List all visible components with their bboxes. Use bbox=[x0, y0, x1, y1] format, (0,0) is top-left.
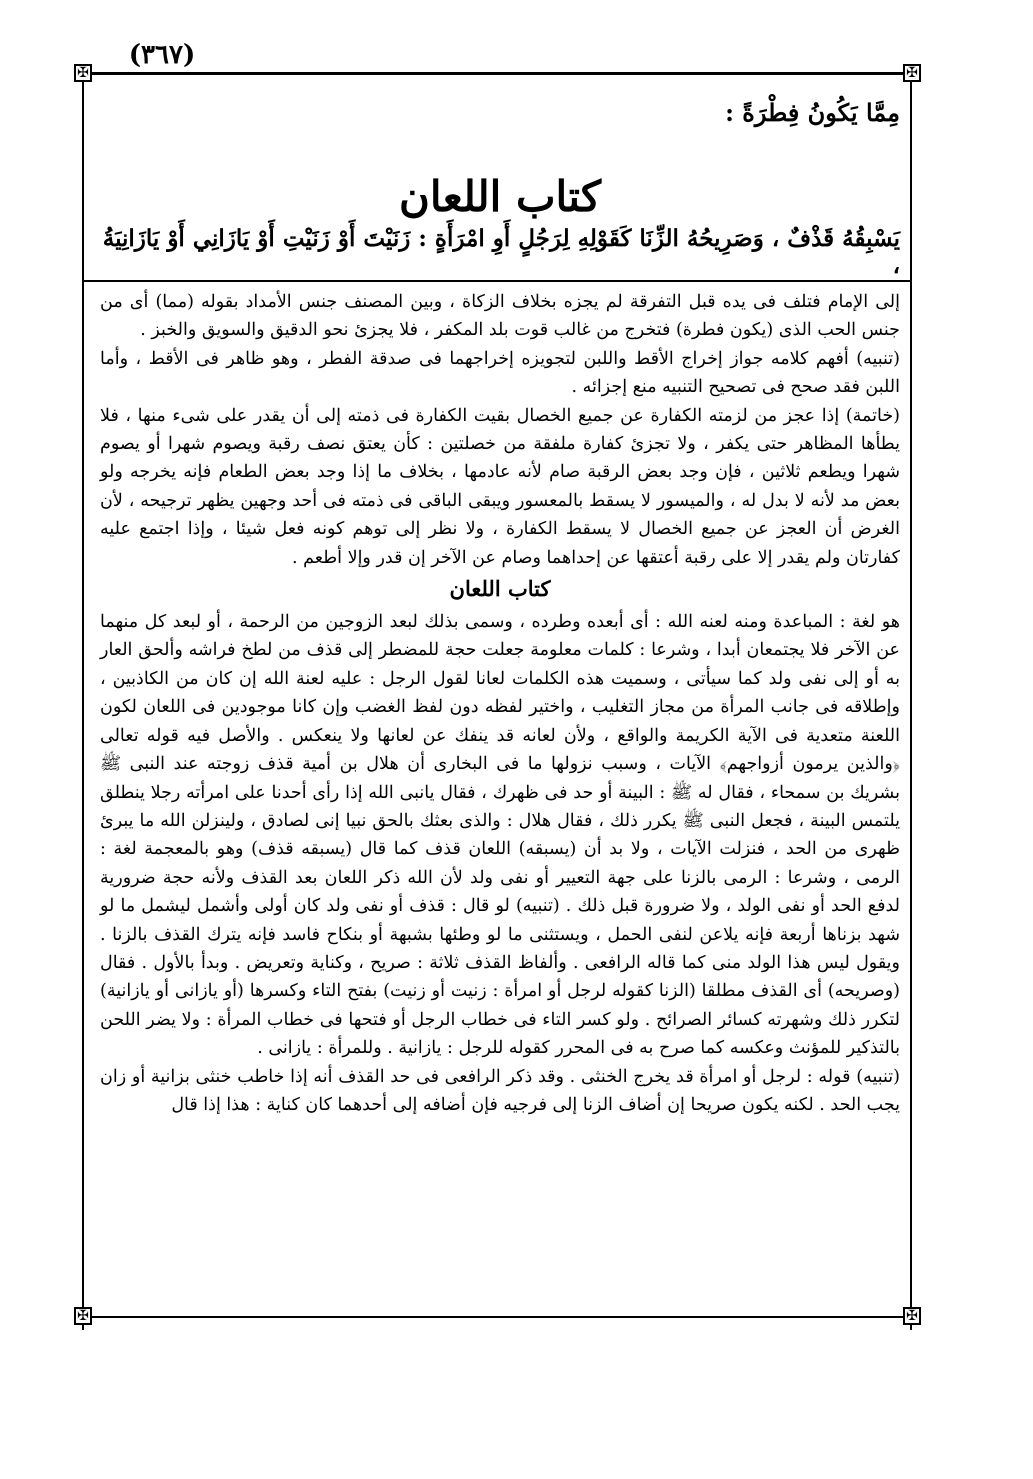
corner-ornament-icon: ✠ bbox=[903, 64, 921, 82]
commentary-paragraph: (تنبيه) أفهم كلامه جواز إخراج الأقط واللبن لتجويزه إخراجهما فى صدقة الفطر ، وهو ظاهر فى الأقط ، وأما اللبن فقد صحح فى تصحيح التنبيه منع إجزائه . bbox=[100, 348, 900, 398]
matn-first-line: مِمَّا يَكُونُ فِطْرَةً : bbox=[725, 98, 900, 127]
bottom-rule bbox=[82, 1316, 912, 1318]
matn-sharh-divider bbox=[82, 280, 912, 282]
commentary-paragraph: إلى الإمام فتلف فى يده قبل التفرقة لم يجزه بخلاف الزكاة ، وبين المصنف جنس الأمداد بقوله (مما) أى من جنس الحب الذى (يكون فطرة) فتخرج من غالب قوت بلد المكفر ، فلا يجزئ نحو الدقيق والسويق والخبز . bbox=[100, 292, 900, 341]
corner-ornament-icon: ✠ bbox=[903, 1307, 921, 1325]
commentary-paragraph: هو لغة : المباعدة ومنه لعنه الله : أى أبعده وطرده ، وسمى بذلك لبعد الزوجين من الرحمة ، أو لبعد كل منهما عن الآخر فلا يجتمعان أبدا ، وشرعا : كلمات معلومة جعلت حجة للمضطر إلى قذف من لطخ فراشه وألحق العار به أو إلى نفى ولد كما سيأتى ، وسميت هذه الكلمات لعانا لقول الرجل : عليه لعنة الله إن كان من الكاذبين ، وإطلاقه فى جانب المرأة من مجاز التغليب ، واختير لفظه دون لفظ الغضب وإن كانا موجودين فى اللعان لكون اللعنة متعدية فى الآية الكريمة والواقع ، ولأن لعانه قد ينفك عن لعانها ولا ينعكس . والأصل فيه قوله تعالى ﴿والذين يرمون أزواجهم﴾ الآيات ، وسبب نزولها ما فى البخارى أن هلال بن أمية قذف زوجته عند النبى ﷺ بشريك بن سمحاء ، فقال له ﷺ : البينة أو حد فى ظهرك ، فقال يانبى الله إذا رأى أحدنا على امرأته رجلا ينطلق يلتمس البينة ، فجعل النبى ﷺ يكرر ذلك ، فقال هلال : والذى بعثك بالحق نبيا إنى لصادق ، ولينزلن الله ما يبرئ ظهرى من الحد ، فنزلت الآيات ، ولا بد أن (يسبقه) اللعان قذف كما قال (يسبقه قذف) وهو بالمعجمة لغة : الرمى ، وشرعا : الرمى بالزنا على جهة التعيير أو نفى ولد لأن الله ذكر اللعان بعد القذف ولأنه حجة ضرورية لدفع الحد أو نفى الولد ، ولا ضرورة قبل ذلك . (تنبيه) لو قال : قذف أو نفى ولد كان أولى وأشمل ليشمل ما لو شهد بزناها أربعة فإنه يلاعن لنفى الحمل ، ويستثنى ما لو وطئها بشبهة أو بنكاح فاسد فإنه يترك القذف بالزنا . ويقول ليس هذا الولد منى كما قاله الرافعى . وألفاظ القذف ثلاثة : صريح ، وكناية وتعريض . وبدأ بالأول . فقال (وصريحه) أى القذف مطلقا (الزنا كقوله لرجل أو امرأة : زنيت أو زنيت) بفتح التاء وكسرها (أو يازانى أو يازانية) لتكرر ذلك وشهرته كسائر الصرائح . ولو كسر التاء فى خطاب الرجل أو فتحها فى خطاب المرأة : ولا يضر اللحن بالتذكير للمؤنث وعكسه كما صرح به فى المحرر كقوله للرجل : يازانية . وللمرأة : يازانى . bbox=[100, 612, 900, 1059]
section-heading: كتاب اللعان bbox=[449, 576, 551, 602]
matn-text-line: يَسْبِقُهُ قَذْفٌ ، وَصَرِيحُهُ الزِّنَا كَقَوْلِهِ لِرَجُلٍ أَوِ امْرَأَةٍ : زَنَيْتَ أَوْ زَنَيْتِ أَوْ يَازَانِي أَوْ يَازَانِيَةُ ، bbox=[102, 225, 900, 279]
corner-ornament-icon: ✠ bbox=[74, 1307, 92, 1325]
commentary-paragraph: (تنبيه) قوله : لرجل أو امرأة قد يخرج الخنثى . وقد ذكر الرافعى فى حد القذف أنه إذا خاطب خنثى بزانية أو زان يجب الحد . لكنه يكون صريحا إن أضاف الزنا إلى فرجيه فإن أضافه إلى أحدهما كان كناية : هذا إذا قال bbox=[100, 1066, 900, 1115]
corner-ornament-icon: ✠ bbox=[74, 64, 92, 82]
commentary-block bbox=[100, 288, 900, 1119]
page-number: (٣٦٧) bbox=[128, 40, 196, 70]
top-rule bbox=[82, 72, 912, 75]
book-title: كتاب اللعان bbox=[399, 172, 601, 221]
commentary-paragraph: (خاتمة) إذا عجز من لزمته الكفارة عن جميع الخصال بقيت الكفارة فى ذمته إلى أن يقدر على شىء منها ، فلا يطأها المظاهر حتى يكفر ، ولا تجزئ كفارة ملفقة من خصلتين : كأن يعتق نصف رقبة ويصوم شهرا أو يصوم شهرا ويطعم ثلاثين ، فإن وجد بعض الرقبة صام لأنه عادمها ، بخلاف ما إذا وجد بعض الطعام فإنه يخرجه ولو بعض مد لأنه لا بدل له ، والميسور لا يسقط بالمعسور ويبقى الباقى فى ذمته فى أحد وجهين يظهر ترجيحه ، لأن الغرض أن العجز عن جميع الخصال لا يسقط الكفارة ، ولا نظر إلى توهم كونه فعل شيئا ، وإذا اجتمع عليه كفارتان ولم يقدر إلا على رقبة أعتقها عن إحداهما وصام عن الآخر إن قدر وإلا أطعم . bbox=[100, 405, 900, 568]
